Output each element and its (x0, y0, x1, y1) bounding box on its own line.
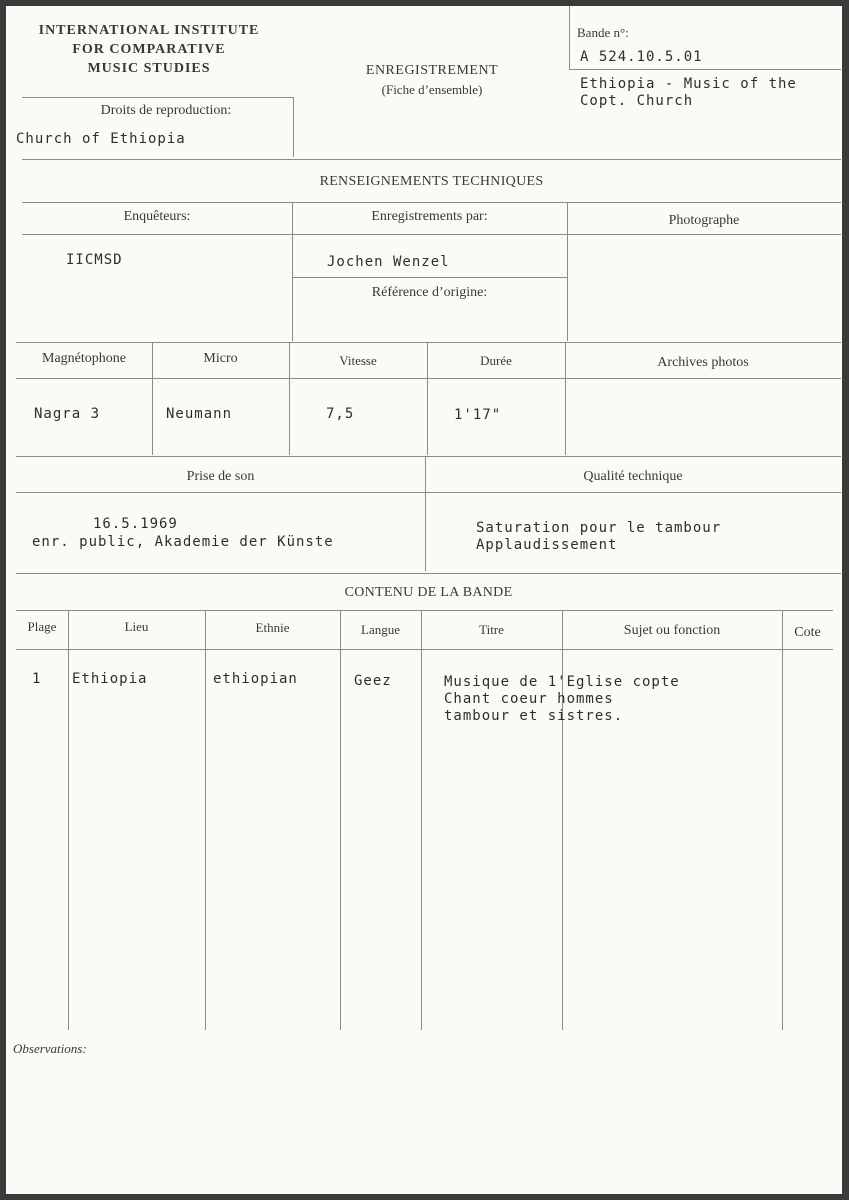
row-1-titre-line-2: Chant coeur hommes (444, 691, 614, 707)
archives-label: Archives photos (657, 355, 749, 370)
micro-label: Micro (203, 351, 238, 366)
row-1-ethnie: ethiopian (213, 671, 298, 687)
enregistrements-label: Enregistrements par: (371, 209, 488, 224)
institute-name (18, 21, 280, 78)
row-1-titre-line-3: tambour et sistres. (444, 708, 624, 724)
prise-location: enr. public, Akademie der Künste (32, 534, 334, 550)
enqueteurs-value: IICMSD (66, 252, 123, 268)
institute-line-3: MUSIC STUDIES (87, 61, 211, 76)
qualite-label: Qualité technique (583, 469, 683, 484)
form-subtitle: (Fiche d’ensemble) (381, 82, 483, 97)
record-card (6, 6, 842, 1194)
bande-title-line-1: Ethiopia - Music of the (580, 76, 797, 92)
col-sujet: Sujet ou fonction (623, 623, 721, 638)
row-1-titre-line-1: Musique de 1'Eglise copte (444, 674, 680, 690)
bande-title-line-2: Copt. Church (580, 93, 694, 109)
col-cote: Cote (794, 625, 821, 640)
prise-date: 16.5.1969 (93, 516, 178, 532)
magnetophone-label: Magnétophone (42, 351, 126, 366)
institute-line-2: FOR COMPARATIVE (72, 42, 226, 57)
row-1-langue: Geez (354, 673, 392, 689)
enqueteurs-label: Enquêteurs: (123, 209, 191, 224)
col-lieu: Lieu (124, 619, 149, 634)
duree-label: Durée (480, 353, 512, 368)
row-1-titre (444, 674, 680, 725)
droits-label: Droits de reproduction: (100, 103, 232, 118)
photographe-label: Photographe (668, 213, 740, 228)
col-plage: Plage (27, 619, 57, 634)
reference-label: Référence d’origine: (371, 285, 488, 300)
qualite-line-1: Saturation pour le tambour (476, 520, 722, 536)
col-ethnie: Ethnie (255, 620, 290, 635)
droits-value: Church of Ethiopia (16, 131, 186, 147)
qualite-line-2: Applaudissement (476, 537, 618, 553)
vitesse-label: Vitesse (339, 353, 377, 368)
observations-label: Observations: (13, 1041, 87, 1056)
vitesse-value: 7,5 (326, 406, 355, 422)
bande-number: A 524.10.5.01 (580, 49, 703, 65)
row-1-lieu: Ethiopia (72, 671, 148, 687)
tech-section-title: RENSEIGNEMENTS TECHNIQUES (319, 174, 544, 189)
enregistrements-value: Jochen Wenzel (327, 254, 450, 270)
bande-label: Bande n°: (577, 25, 629, 40)
row-1-plage: 1 (32, 671, 42, 687)
micro-value: Neumann (166, 406, 233, 422)
magnetophone-value: Nagra 3 (34, 406, 101, 422)
duree-value: 1'17" (454, 407, 502, 423)
bande-title (580, 76, 797, 110)
contenu-section-title: CONTENU DE LA BANDE (344, 585, 513, 600)
col-langue: Langue (361, 622, 400, 637)
col-titre: Titre (479, 622, 504, 637)
form-title: ENREGISTREMENT (365, 63, 499, 78)
prise-de-son-label: Prise de son (186, 469, 255, 484)
institute-line-1: INTERNATIONAL INSTITUTE (38, 23, 260, 38)
